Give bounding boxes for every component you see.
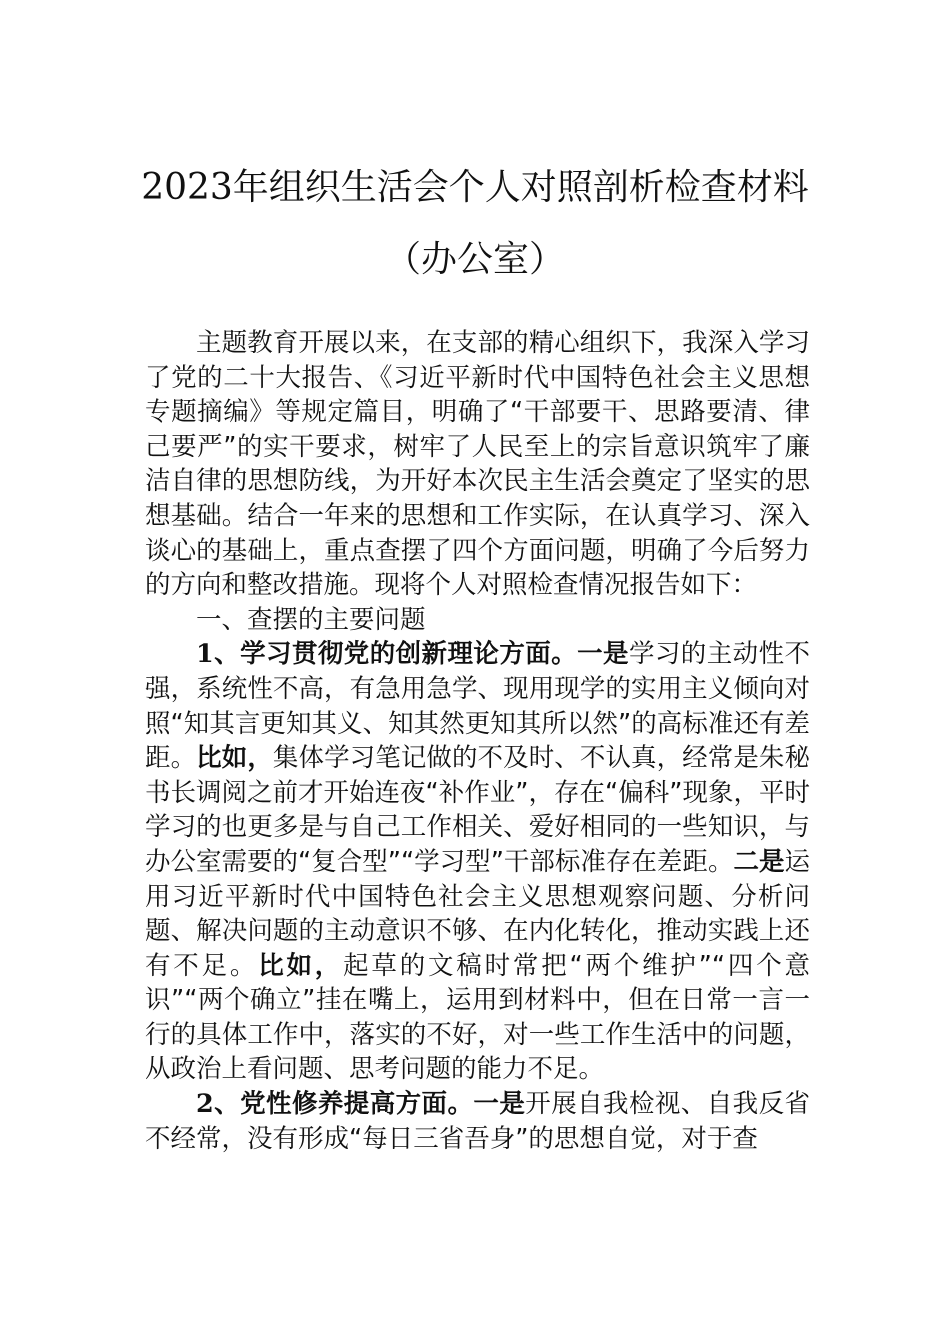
item-1-number: 1 [196,639,214,670]
section-heading: 一、查摆的主要问题 [196,604,426,635]
item-1-text-2: 运用习近平新时代中国特色社会主义思想观察问题、分析问题、解决问题的主动意识不够、在内化转化，推动实践上还有不足。 [145,846,810,981]
item-1-example-1-text: 集体学习笔记做的不及时、不认真，经常是朱秘书长调阅之前才开始连夜“补作业”，存在“偏科”现象，平时学习的也更多是与自己工作相关、爱好相同的一些知识，与办公室需要的“复合型”“学习型”干部标准存在差距。 [145,743,810,877]
item-1-heading: 、学习贯彻党的创新理论方面。 [213,639,578,670]
document-body [145,326,810,1156]
item-1-paragraph [145,637,810,1087]
item-2-number: 2 [196,1089,214,1120]
item-1-example-2-text: 起草的文稿时常把“两个维护”“四个意识”“两个确立”挂在嘴上，运用到材料中，但在日常一言一行的具体工作中，落实的不好，对一些工作生活中的问题，从政治上看问题、思考问题的能力不足。 [145,950,810,1085]
document-title: 2023年组织生活会个人对照剖析检查材料 [141,167,809,208]
item-1-marker-2: 二是 [733,846,785,877]
item-1-marker-1: 一是 [577,639,629,670]
item-1-text-1: 学习的主动性不强，系统性不高，有急用急学、现用现学的实用主义倾向对照“知其言更知其义、知其然更知其所以然”的高标准还有差距。 [145,639,810,774]
item-2-paragraph [145,1087,810,1156]
document-subtitle: （办公室） [384,239,565,280]
item-1-example-2-label: 比如， [258,950,344,981]
item-2-text-1: 开展自我检视、自我反省不经常，没有形成“每日三省吾身”的思想自觉，对于查 [145,1089,810,1154]
item-2-heading: 、党性修养提高方面。 [213,1089,474,1120]
item-2-marker-1: 一是 [473,1089,526,1120]
intro-paragraph: 主题教育开展以来，在支部的精心组织下，我深入学习了党的二十大报告、《习近平新时代中国特色社会主义思想专题摘编》等规定篇目，明确了“干部要干、思路要清、律己要严”的实干要求，树牢了人民至上的宗旨意识筑牢了廉洁自律的思想防线，为开好本次民主生活会奠定了坚实的思想基础。结合一年来的思想和工作实际，在认真学习、深入谈心的基础上，重点查摆了四个方面问题，明确了今后努力的方向和整改措施。现将个人对照检查情况报告如下： [145,328,810,601]
item-1-example-1-label: 比如， [196,743,273,774]
